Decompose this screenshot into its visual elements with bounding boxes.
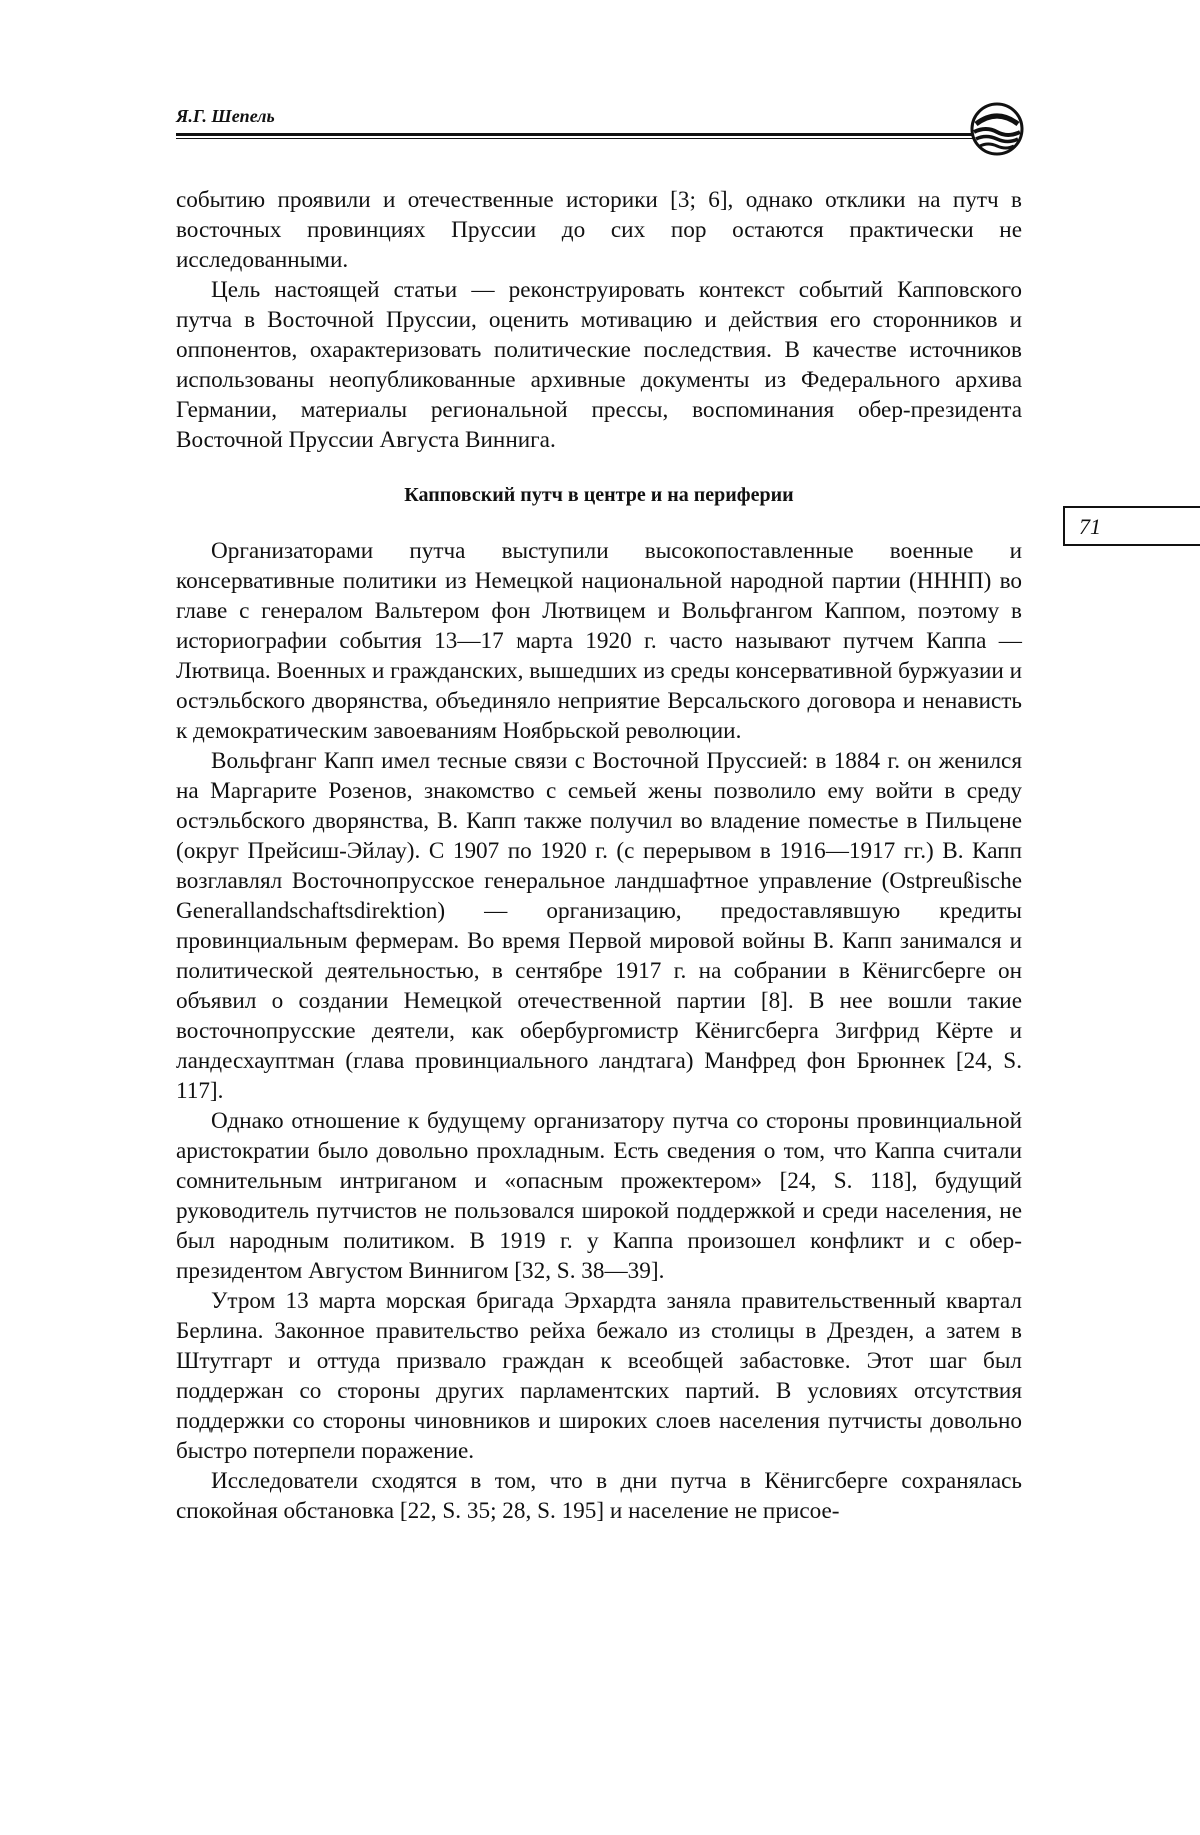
paragraph: Цель настоящей статьи — реконструировать контекст событий Капповского путча в Восточной Пруссии, оценить мотивацию и действия его сторонников и оппонентов, охарактеризовать политические последствия. В качестве источников использованы неопубликованные архивные документы из Федерального архива Германии, материалы региональной прессы, воспоминания обер-президента Восточной Пруссии Августа Виннига. (176, 277, 1022, 453)
paragraph: Исследователи сходятся в том, что в дни путча в Кёнигсберге сохранялась спокойная обстановка [22, S. 35; 28, S. 195] и население не присое- (176, 1468, 1022, 1524)
page-number: 71 (1079, 514, 1101, 539)
paragraph: событию проявили и отечественные историки [3; 6], однако отклики на путч в восточных провинциях Пруссии до сих пор остаются практически не исследованными. (176, 187, 1022, 273)
running-header-author: Я.Г. Шепель (176, 106, 275, 126)
section-heading: Капповский путч в центре и на периферии (404, 484, 794, 506)
header-rule-thin (176, 138, 974, 139)
journal-logo-icon (970, 102, 1024, 156)
body-text (176, 185, 1022, 1526)
header-rule-thick (176, 133, 974, 136)
page-number-box (1063, 506, 1200, 546)
paragraph: Вольфганг Капп имел тесные связи с Восточной Пруссией: в 1884 г. он женился на Маргарите Розенов, знакомство с семьей жены позволило ему войти в среду остэльбского дворянства, В. Капп также получил во владение поместье в Пильцене (округ Прейсиш-Эйлау). С 1907 по 1920 г. (с перерывом в 1916—1917 гг.) В. Капп возглавлял Восточнопрусское генеральное ландшафтное управление (Ostpreußische Generallandschaftsdirektion) — организацию, предоставлявшую кредиты провинциальным фермерам. Во время Первой мировой войны В. Капп занимался и политической деятельностью, в сентябре 1917 г. на собрании в Кёнигсберге он объявил о создании Немецкой отечественной партии [8]. В нее вошли такие восточнопрусские деятели, как обербургомистр Кёнигсберга Зигфрид Кёрте и ландесхауптман (глава провинциального ландтага) Манфред фон Брюннек [24, S. 117]. (176, 748, 1022, 1104)
paragraph: Организаторами путча выступили высокопоставленные военные и консервативные политики из Немецкой национальной народной партии (ННHП) во главе с генералом Вальтером фон Лютвицем и Вольфгангом Каппом, поэтому в историографии события 13—17 марта 1920 г. часто называют путчем Каппа — Лютвица. Военных и гражданских, вышедших из среды консервативной буржуазии и остэльбского дворянства, объединяло неприятие Версальского договора и ненависть к демократическим завоеваниям Ноябрьской революции. (176, 538, 1022, 744)
paragraph: Утром 13 марта морская бригада Эрхардта заняла правительственный квартал Берлина. Законное правительство рейха бежало из столицы в Дрезден, а затем в Штутгарт и оттуда призвало граждан к всеобщей забастовке. Этот шаг был поддержан со стороны других парламентских партий. В условиях отсутствия поддержки со стороны чиновников и широких слоев населения путчисты довольно быстро потерпели поражение. (176, 1288, 1022, 1464)
running-header (176, 102, 1026, 152)
paragraph: Однако отношение к будущему организатору путча со стороны провинциальной аристократии было довольно прохладным. Есть сведения о том, что Каппа считали сомнительным интриганом и «опасным прожектером» [24, S. 118], будущий руководитель путчистов не пользовался широкой поддержкой и среди населения, не был народным политиком. В 1919 г. у Каппа произошел конфликт и с обер-президентом Августом Виннигом [32, S. 38—39]. (176, 1108, 1022, 1284)
